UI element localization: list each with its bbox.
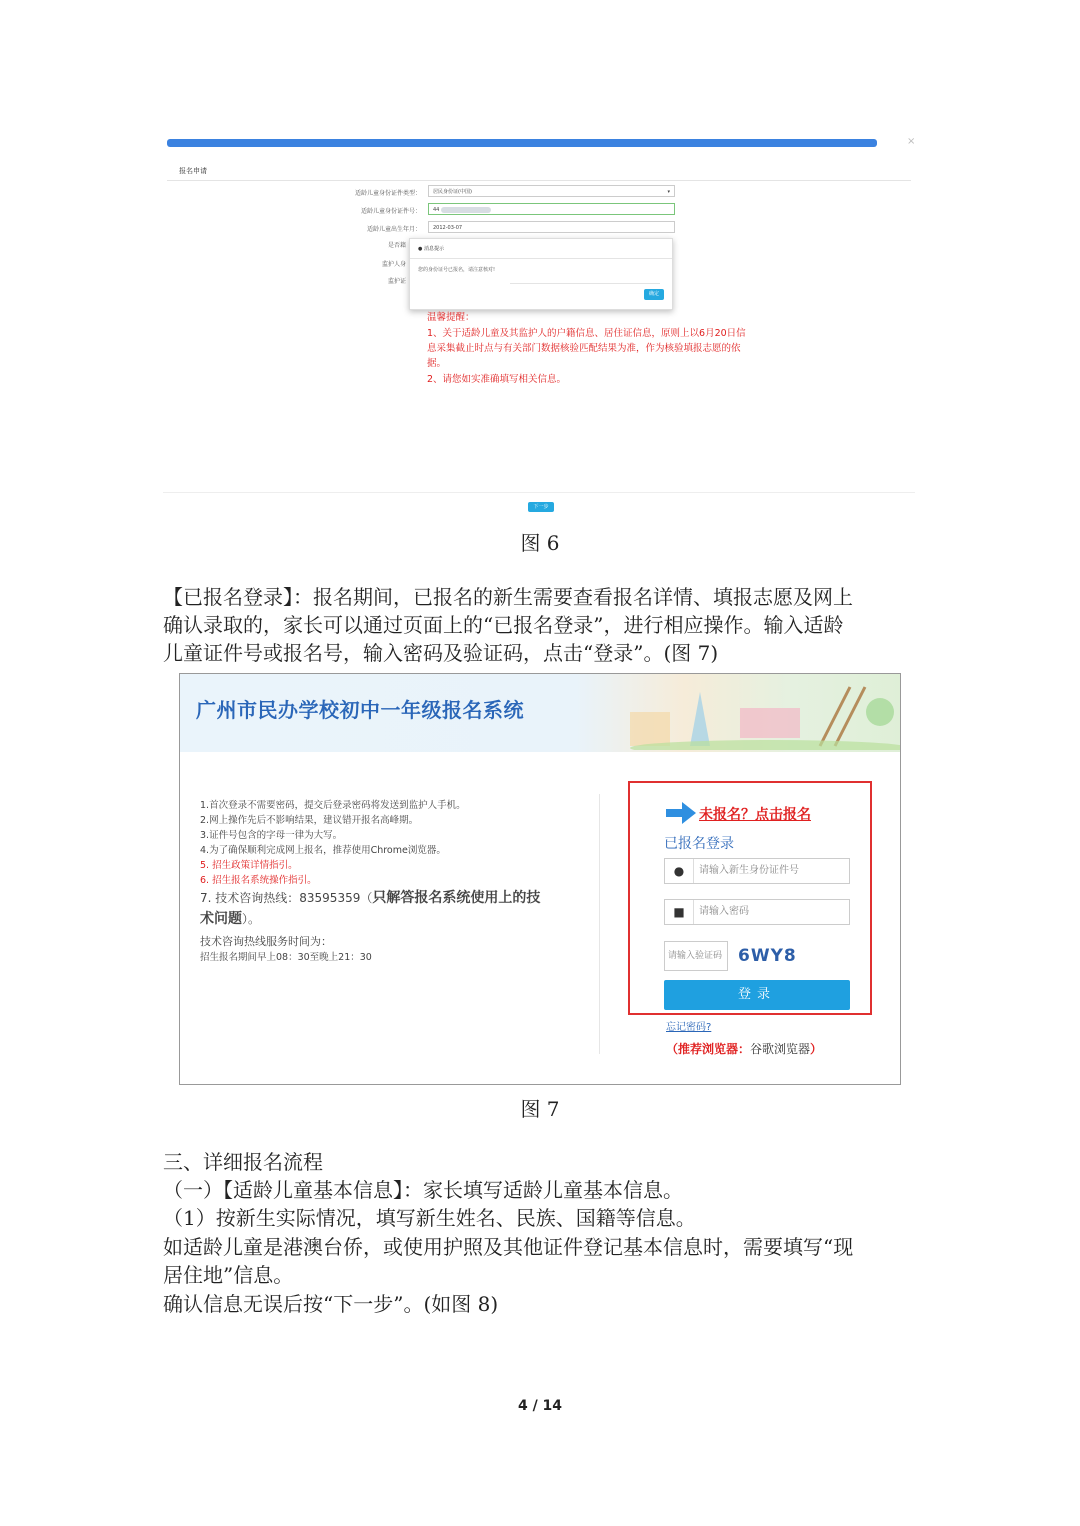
dialog-title: [418, 245, 444, 252]
captcha-image[interactable]: 6WY8: [738, 946, 797, 966]
figure-6-caption: 图 6: [520, 531, 560, 555]
paragraph-line-1: 【已报名登录】：报名期间，已报名的新生需要查看报名详情、填报志愿及网上: [163, 585, 853, 609]
user-icon: ●: [665, 859, 694, 883]
chevron-down-icon: ▾: [667, 189, 670, 195]
notes-list: [200, 798, 590, 888]
birth-date-value: 2012-03-07: [433, 225, 463, 231]
section-3-heading: 三、详细报名流程: [163, 1150, 323, 1174]
note-3: 3.证件号包含的字母一律为大写。: [200, 830, 343, 841]
tips-line-3: 据。: [427, 358, 447, 369]
footer-divider: [163, 492, 915, 493]
dialog-divider: [410, 258, 672, 259]
id-number-input[interactable]: [428, 203, 675, 215]
redacted-blur: [441, 207, 491, 213]
password-input[interactable]: [664, 899, 850, 925]
hotline-suffix: ）。: [242, 912, 261, 926]
tips-line-4: 2、请您如实准确填写相关信息。: [427, 374, 567, 385]
service-time-value: 招生报名期间早上08：30至晚上21：30: [200, 952, 372, 963]
section-3-line4: 确认信息无误后按“下一步”。(如图 8): [163, 1292, 499, 1316]
tips-heading: 温馨提醒：: [427, 312, 475, 323]
dialog-title-text: 消息提示: [423, 246, 444, 252]
figure-7-screenshot: [179, 673, 901, 1085]
dialog-confirm-button[interactable]: 确定: [644, 289, 664, 300]
id-type-label: 适龄儿童身份证件类型：: [354, 190, 421, 197]
birth-date-input[interactable]: [428, 221, 675, 233]
login-button[interactable]: 登录: [664, 980, 850, 1010]
captcha-input[interactable]: [664, 941, 728, 971]
id-input-placeholder: 请输入新生身份证件号: [699, 865, 799, 876]
recommend-label: （推荐浏览器：: [666, 1042, 751, 1056]
id-type-select[interactable]: [428, 185, 675, 197]
paragraph-line-3: 儿童证件号或报名号，输入密码及验证码，点击“登录”。(图 7): [163, 641, 719, 665]
id-number-label: 适龄儿童身份证件号：: [360, 208, 421, 215]
section-3-line3a: 如适龄儿童是港澳台侨，或使用护照及其他证件登记基本信息时，需要填写“现: [163, 1235, 854, 1259]
hidden-label-3: 监护证: [387, 278, 406, 285]
hotline-prefix: 7. 技术咨询热线：83595359（: [200, 891, 373, 905]
arrow-right-icon: [666, 802, 696, 824]
note-5-link[interactable]: 5. 招生政策详情指引。: [200, 860, 298, 871]
form-title: 报名申请: [179, 167, 207, 175]
banner-illustration: [620, 682, 900, 750]
section-3-sub2: （1）按新生实际情况，填写新生姓名、民族、国籍等信息。: [163, 1206, 696, 1230]
close-icon[interactable]: ×: [907, 136, 916, 147]
divider: [167, 180, 911, 181]
hidden-label-1: 是否籍: [387, 242, 406, 249]
hotline-note-2: 术问题: [200, 911, 242, 927]
note-6-link[interactable]: 6. 招生报名系统操作指引。: [200, 875, 317, 886]
page-number: 4 / 14: [517, 1398, 563, 1414]
password-input-placeholder: 请输入密码: [699, 906, 749, 917]
tips-line-1: 1、关于适龄儿童及其监护人的户籍信息、居住证信息，原则上以6月20日信: [427, 328, 746, 339]
lock-icon: ■: [665, 900, 694, 924]
progress-bar: [167, 139, 877, 147]
recommended-browser: [666, 1040, 822, 1057]
figure-7-caption: 图 7: [520, 1097, 560, 1121]
hidden-label-2: 监护人身: [381, 261, 406, 268]
figure-6-screenshot: [163, 130, 918, 520]
id-type-value: 居民身份证(中国): [433, 189, 472, 195]
birth-date-label: 适龄儿童出生年月：: [366, 226, 421, 233]
captcha-placeholder: 请输入验证码: [668, 951, 723, 961]
hotline-block: [200, 888, 590, 930]
section-3-sub1: （一）【适龄儿童基本信息】：家长填写适龄儿童基本信息。: [163, 1178, 683, 1202]
id-input[interactable]: [664, 858, 850, 884]
system-title: 广州市民办学校初中一年级报名系统: [196, 698, 524, 722]
section-3-line3b: 居住地”信息。: [163, 1263, 294, 1287]
info-icon: ●: [418, 246, 423, 252]
id-number-value: 44: [433, 207, 440, 213]
hotline-note-1: 只解答报名系统使用上的技: [372, 890, 541, 906]
note-1: 1.首次登录不需要密码，提交后登录密码将发送到监护人手机。: [200, 800, 466, 811]
register-link[interactable]: 未报名？点击报名: [699, 807, 811, 823]
dialog-message: 您的身份证号已报名，请注意核对!: [418, 267, 496, 273]
note-2: 2.网上操作先后不影响结果，建议错开报名高峰期。: [200, 815, 419, 826]
note-4: 4.为了确保顺利完成网上报名，推荐使用Chrome浏览器。: [200, 845, 446, 856]
dialog-divider-2: [510, 283, 660, 284]
recommend-value: 谷歌浏览器: [750, 1042, 811, 1056]
service-time-label: 技术咨询热线服务时间为：: [200, 935, 332, 948]
banner: [180, 674, 900, 752]
forgot-password-link[interactable]: 忘记密码?: [666, 1022, 712, 1033]
next-step-button[interactable]: 下一步: [528, 502, 554, 512]
paragraph-line-2: 确认录取的，家长可以通过页面上的“已报名登录”，进行相应操作。输入适龄: [163, 613, 844, 637]
login-heading: 已报名登录: [664, 836, 734, 852]
vertical-divider: [599, 794, 600, 1054]
tips-line-2: 息采集截止时点与有关部门数据核验匹配结果为准，作为核验填报志愿的依: [427, 343, 741, 354]
recommend-close: ）: [810, 1042, 823, 1056]
message-dialog: [409, 238, 673, 310]
